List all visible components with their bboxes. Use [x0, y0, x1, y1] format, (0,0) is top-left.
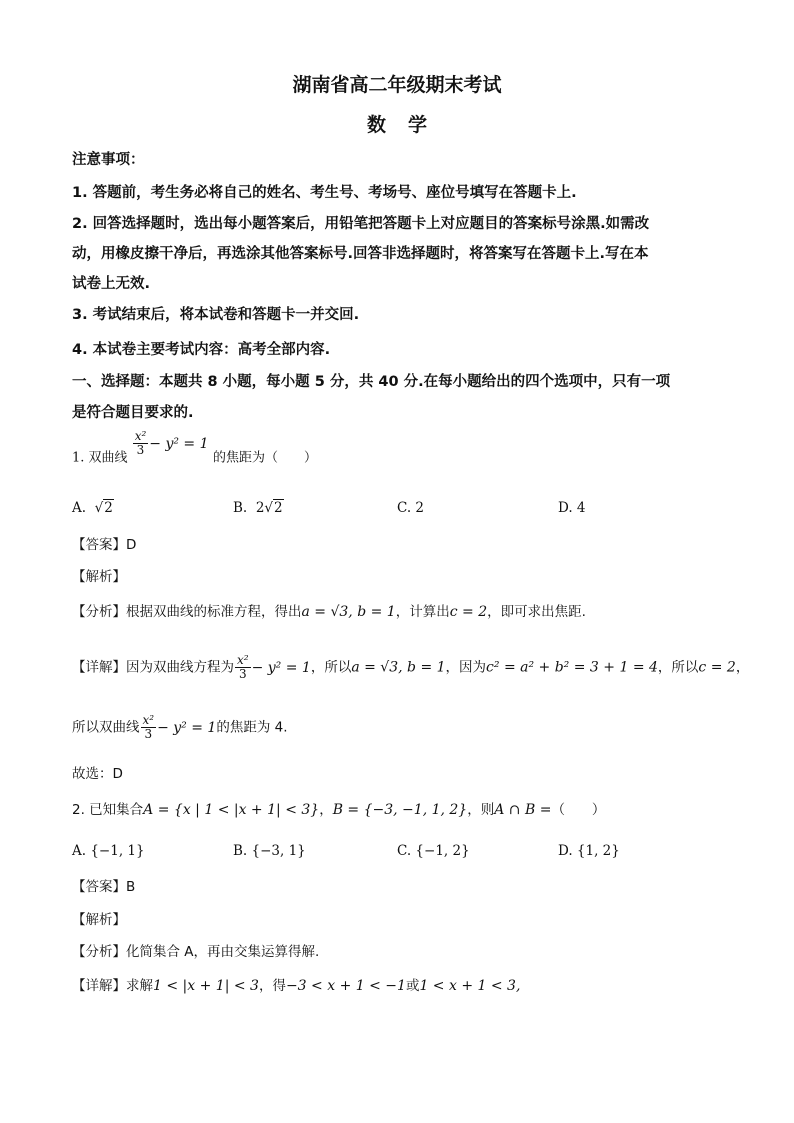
q1-option-b: B. 2√2: [233, 500, 283, 516]
q1-analysis-tag: 【解析】: [72, 569, 126, 585]
q2-xiangjie: 【详解】求解1 < |x + 1| < 3，得−3 < x + 1 < −1或1 < x + 1 < 3,: [72, 978, 521, 994]
note-1: 1. 答题前，考生务必将自己的姓名、考生号、考场号、座位号填写在答题卡上.: [72, 185, 577, 201]
notes-heading: 注意事项：: [72, 152, 145, 168]
note-2a: 2. 回答选择题时，选出每小题答案后，用铅笔把答题卡上对应题目的答案标号涂黑.如需改: [72, 216, 650, 232]
q2-analysis-tag: 【解析】: [72, 912, 126, 928]
question-1: 1. 双曲线 $\frac{\text{x²}}{3}$ − y² = 1 的焦距为（ ）: [72, 429, 317, 466]
note-2b: 动，用橡皮擦干净后，再选涂其他答案标号.回答非选择题时，将答案写在答题卡上.写在本: [72, 246, 649, 262]
q1-fenxi: 【分析】根据双曲线的标准方程，得出a = √3, b = 1，计算出c = 2，即可求出焦距.: [72, 604, 586, 620]
q1-xiangjie: 【详解】因为双曲线方程为 $\frac{\text{x²}}{3}$ − y² = 1，所以a = √3, b = 1，因为c² = a² + b² = 3 + 1 = 4，所以c = 2，: [72, 653, 750, 681]
q2-fenxi: 【分析】化简集合 A，再由交集运算得解.: [72, 944, 320, 960]
section-heading-1: 一、选择题：本题共 8 小题，每小题 5 分，共 40 分.在每小题给出的四个选项中，只有一项: [72, 374, 671, 390]
note-3: 3. 考试结束后，将本试卷和答题卡一并交回.: [72, 307, 360, 323]
q1-option-c: C. 2: [397, 500, 425, 516]
exam-title: 湖南省高二年级期末考试: [292, 74, 502, 96]
q2-option-d: D. {1, 2}: [558, 843, 620, 859]
hyperbola-equation: $\frac{\text{x²}}{3}$ − y² = 1: [134, 429, 209, 457]
q1-answer: 【答案】D: [72, 537, 137, 553]
q1-choose: 故选：D: [72, 766, 123, 782]
q1-option-d: D. 4: [558, 500, 586, 516]
xj-fraction: $\frac{\text{x²}}{3}$ − y² = 1: [237, 653, 311, 681]
question-2: 2. 已知集合A = {x | 1 < |x + 1| < 3}，B = {−3, −1, 1, 2}，则A ∩ B =（ ）: [72, 802, 606, 818]
q2-option-a: A. {−1, 1}: [72, 843, 145, 859]
note-4: 4. 本试卷主要考试内容：高考全部内容.: [72, 342, 331, 358]
q2-answer: 【答案】B: [72, 879, 136, 895]
note-2c: 试卷上无效.: [72, 276, 151, 292]
q2-option-c: C. {−1, 2}: [397, 843, 470, 859]
q1-xiangjie-2: 所以双曲线 $\frac{\text{x²}}{3}$ − y² = 1的焦距为 4.: [72, 713, 288, 741]
section-heading-2: 是符合题目要求的.: [72, 405, 194, 421]
q1-option-a: A. √2: [72, 500, 113, 516]
subject-title: 数学: [366, 114, 449, 136]
q2-option-b: B. {−3, 1}: [233, 843, 306, 859]
